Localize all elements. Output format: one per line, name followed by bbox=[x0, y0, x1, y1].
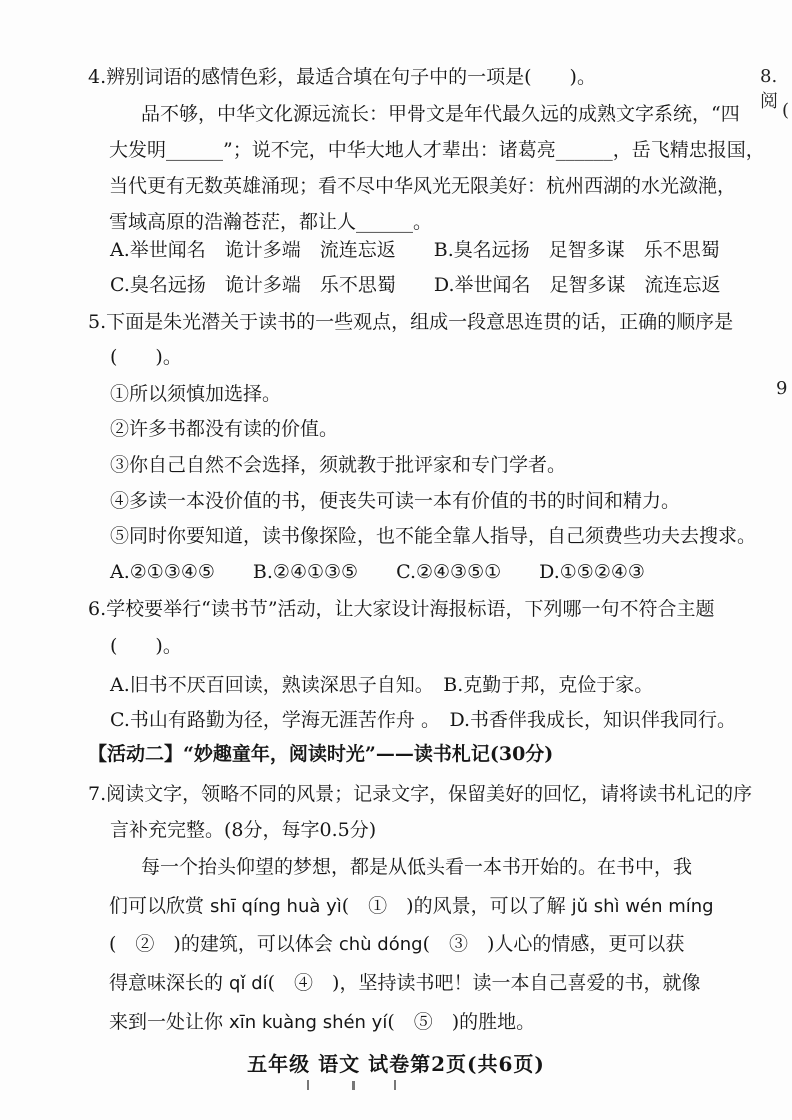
q7-stem-line: 言补充完整。(8分，每字0.5分) bbox=[110, 819, 377, 841]
pinyin-prompt: xīn kuàng shén yí bbox=[229, 1012, 388, 1033]
scan-mark bbox=[307, 1080, 309, 1090]
pinyin-prompt: qǐ dí bbox=[229, 973, 268, 994]
q5-answer-blank: ( )。 bbox=[110, 346, 182, 368]
q7-passage-line bbox=[109, 893, 714, 920]
passage-text: 得意味深长的 bbox=[109, 972, 230, 994]
q5-item: ④多读一本没价值的书，便丧失可读一本有价值的书的时间和精力。 bbox=[110, 490, 681, 512]
q6-option-row: A.旧书不厌百回读，熟读深思子自知。 B.克勤于邦，克俭于家。 bbox=[110, 674, 654, 696]
q5-stem: 5.下面是朱光潜关于读书的一些观点，组成一段意思连贯的话，正确的顺序是 bbox=[88, 311, 734, 333]
margin-fragment: ( bbox=[782, 100, 790, 121]
q4-passage-line: 品不够，中华文化源远流长：甲骨文是年代最久远的成熟文字系统，“四 bbox=[141, 103, 740, 125]
q5-item: ①所以须慎加选择。 bbox=[110, 383, 282, 405]
q4-stem: 4.辨别词语的感情色彩，最适合填在句子中的一项是( )。 bbox=[88, 66, 596, 88]
q7-passage-line bbox=[109, 970, 700, 997]
q7-passage-line bbox=[109, 931, 684, 958]
q5-item: ⑤同时你要知道，读书像探险，也不能全靠人指导，自己须费些功夫去搜求。 bbox=[110, 525, 757, 547]
scan-mark bbox=[352, 1081, 355, 1090]
answer-blank[interactable]: ( ⑤ )的胜地。 bbox=[387, 1011, 536, 1033]
q6-stem: 6.学校要举行“读书节”活动，让大家设计海报标语，下列哪一句不符合主题 bbox=[88, 598, 715, 620]
q6-answer-blank: ( )。 bbox=[110, 635, 182, 657]
q4-passage-line: 当代更有无数英雄涌现；看不尽中华风光无限美好：杭州西湖的水光潋滟， bbox=[109, 175, 737, 197]
pinyin-prompt: jǔ shì wén míng bbox=[571, 896, 714, 917]
passage-text: 们可以欣赏 bbox=[109, 895, 211, 917]
q5-options: A.②①③④⑤ B.②④①③⑤ C.②④③⑤① D.①⑤②④③ bbox=[110, 561, 645, 583]
answer-blank[interactable]: ( ① )的风景，可以了解 bbox=[341, 895, 572, 917]
margin-fragment: 8.阅 bbox=[760, 66, 778, 112]
q7-stem-line: 7.阅读文字，领略不同的风景；记录文字，保留美好的回忆，请将读书札记的序 bbox=[88, 783, 753, 805]
answer-blank[interactable]: ( ② )的建筑，可以体会 bbox=[109, 933, 339, 955]
q7-passage-line: 每一个抬头仰望的梦想，都是从低头看一本书开始的。在书中，我 bbox=[141, 856, 693, 878]
passage-text: 来到一处让你 bbox=[109, 1011, 230, 1033]
q5-item: ③你自己自然不会选择，须就教于批评家和专门学者。 bbox=[110, 454, 567, 476]
pinyin-prompt: shī qíng huà yì bbox=[210, 896, 342, 917]
margin-fragment: 9 bbox=[776, 378, 788, 399]
q4-option-row: C.臭名远扬 诡计多端 乐不思蜀 D.举世闻名 足智多谋 流连忘返 bbox=[110, 274, 721, 296]
answer-blank[interactable]: ( ④ )，坚持读书吧！读一本自己喜爱的书，就像 bbox=[267, 972, 701, 994]
passage-text: ( ③ )人心的情感，更可以获 bbox=[422, 933, 685, 955]
q7-passage-line bbox=[109, 1009, 535, 1036]
pinyin-prompt: chù dóng bbox=[338, 934, 423, 955]
scan-mark bbox=[394, 1080, 396, 1090]
q5-item: ②许多书都没有读的价值。 bbox=[110, 418, 339, 440]
activity-two-heading: 【活动二】“妙趣童年，阅读时光”——读书札记(30分) bbox=[88, 743, 554, 765]
page-footer: 五年级 语文 试卷第2页(共6页) bbox=[247, 1052, 545, 1076]
q6-option-row: C.书山有路勤为径，学海无涯苦作舟 。 D.书香伴我成长，知识伴我同行。 bbox=[110, 709, 737, 731]
q4-option-row: A.举世闻名 诡计多端 流连忘返 B.臭名远扬 足智多谋 乐不思蜀 bbox=[110, 239, 720, 261]
q4-passage-line: 雪域高原的浩瀚苍茫，都让人______。 bbox=[109, 211, 433, 233]
q4-passage-line: 大发明______”；说不完，中华大地人才辈出：诸葛亮______，岳飞精忠报国， bbox=[109, 139, 765, 161]
